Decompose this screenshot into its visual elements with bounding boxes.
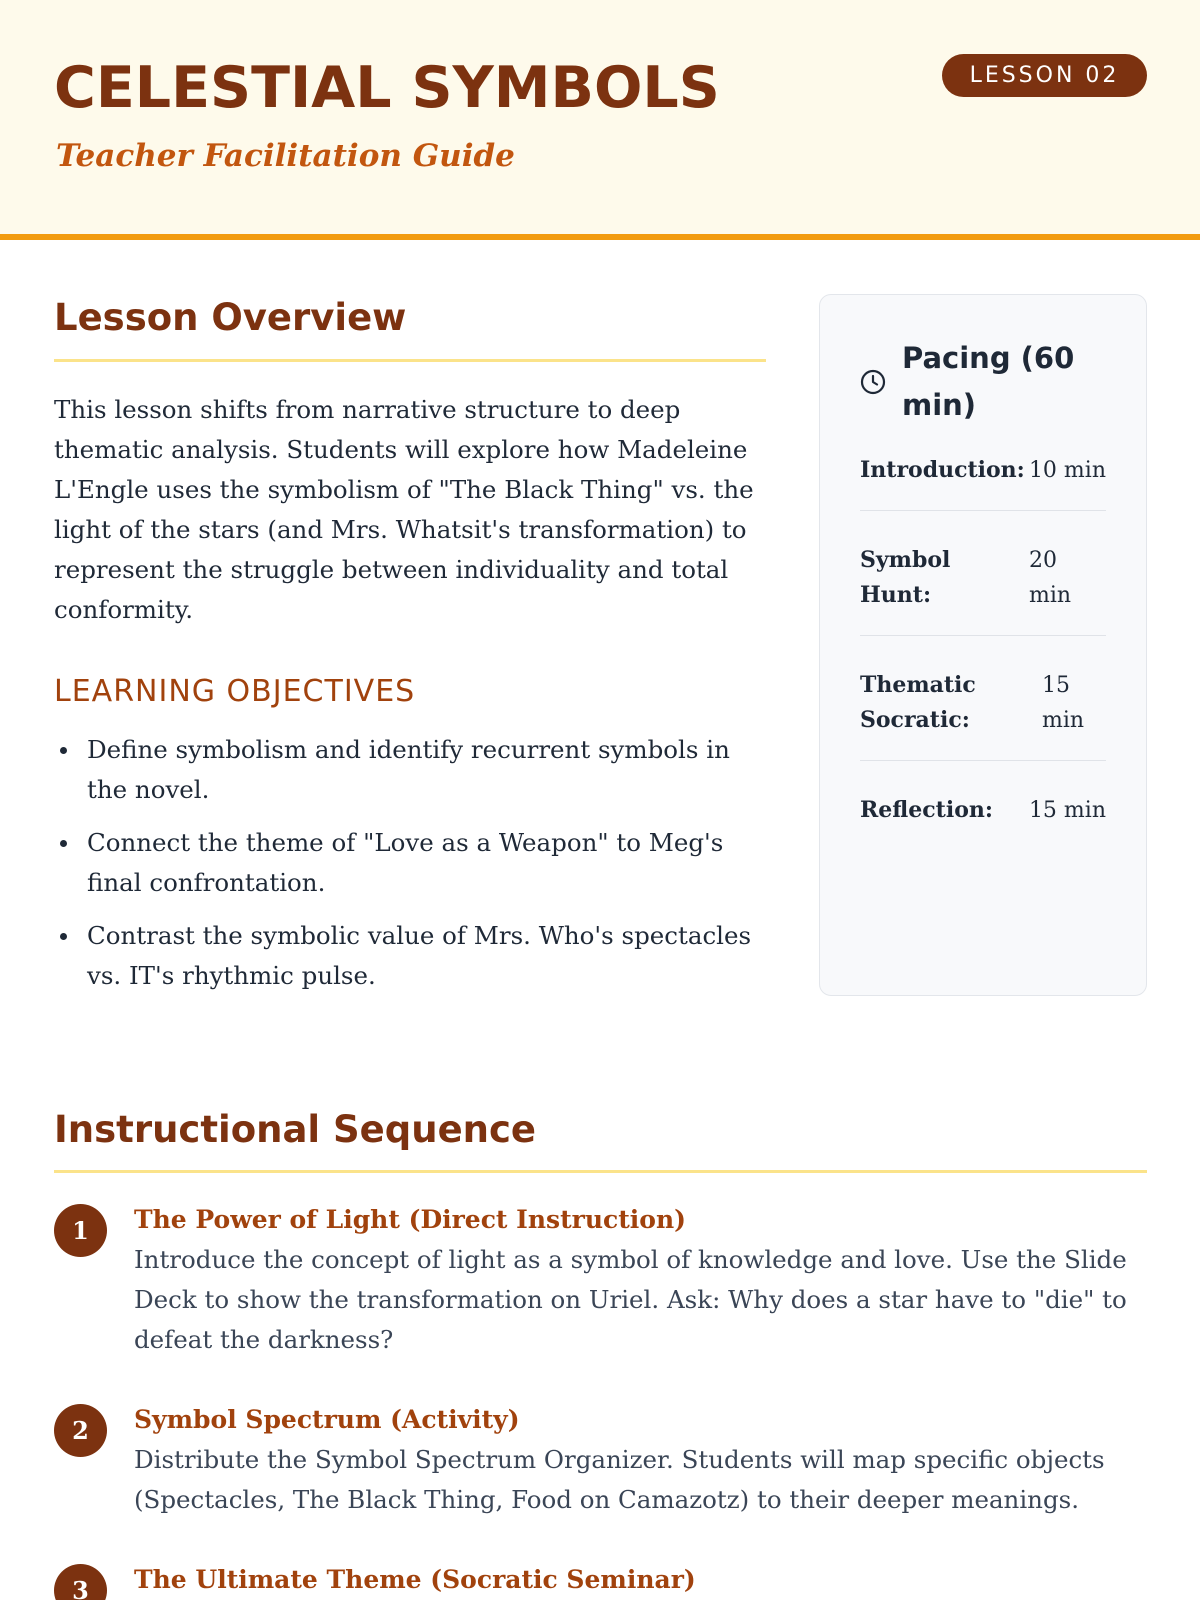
- pacing-value: 15 min: [1028, 798, 1106, 823]
- step-description: Distribute the Symbol Spectrum Organizer. Students will map specific objects (Spectacles, The Black Thing, Food on Camazotz) to their deeper meanings.: [134, 1445, 1105, 1514]
- pacing-title: Pacing (60 min): [902, 341, 1075, 422]
- overview-heading: Lesson Overview: [54, 296, 407, 339]
- sequence-list: [54, 1200, 1147, 1600]
- bullet-icon: [60, 747, 67, 754]
- pacing-row: [860, 443, 1106, 511]
- bullet-icon: [60, 840, 67, 847]
- pacing-rows: [860, 443, 1106, 872]
- objective-text: Define symbolism and identify recurrent symbols in the novel.: [87, 735, 730, 804]
- sequence-step: [54, 1560, 1147, 1600]
- pacing-label: Thematic Socratic:: [860, 672, 976, 733]
- pacing-row: [860, 533, 1106, 636]
- step-number: 2: [54, 1404, 107, 1457]
- pacing-row: [860, 658, 1106, 761]
- pacing-value: 15 min: [1042, 673, 1085, 733]
- pacing-label: Introduction:: [860, 457, 1025, 483]
- bullet-icon: [60, 933, 67, 940]
- step-title: Symbol Spectrum (Activity): [134, 1405, 520, 1434]
- objective-text: Connect the theme of "Love as a Weapon" to Meg's final confrontation.: [87, 828, 724, 897]
- page-header: [0, 0, 1200, 240]
- pacing-label: Reflection:: [860, 797, 993, 823]
- pacing-row: [860, 783, 1106, 850]
- objective-item: [54, 730, 772, 810]
- overview-paragraph: This lesson shifts from narrative structure to deep thematic analysis. Students will explore how Madeleine L'Engle uses the symbolism of "The Black Thing" vs. the light of the stars (and Mrs. Whatsit's transformation) to represent the struggle between individuality and total conformity.: [54, 395, 754, 624]
- sequence-heading: Instructional Sequence: [54, 1108, 537, 1151]
- sequence-rule: [54, 1170, 1147, 1173]
- sequence-step: [54, 1200, 1147, 1360]
- step-description: Introduce the concept of light as a symbol of knowledge and love. Use the Slide Deck to show the transformation on Uriel. Ask: Why does a star have to "die" to defeat the darkness?: [134, 1245, 1127, 1354]
- pacing-value: 10 min: [1028, 458, 1106, 483]
- pacing-card: [819, 294, 1147, 996]
- objective-item: [54, 916, 772, 996]
- lesson-badge: LESSON 02: [942, 54, 1147, 97]
- objectives-heading: LEARNING OBJECTIVES: [54, 674, 416, 709]
- step-number: 1: [54, 1204, 107, 1257]
- objective-text: Contrast the symbolic value of Mrs. Who's spectacles vs. IT's rhythmic pulse.: [87, 921, 752, 990]
- objective-item: [54, 823, 772, 903]
- document-title: CELESTIAL SYMBOLS: [54, 55, 720, 121]
- step-number: 3: [54, 1564, 107, 1600]
- clock-icon: [860, 369, 886, 395]
- step-title: The Power of Light (Direct Instruction): [134, 1205, 686, 1234]
- pacing-value: 20 min: [1028, 548, 1072, 608]
- step-title: The Ultimate Theme (Socratic Seminar): [134, 1565, 696, 1594]
- overview-rule: [54, 359, 766, 362]
- objectives-list: [54, 730, 772, 1009]
- sequence-step: [54, 1400, 1147, 1520]
- document-subtitle: Teacher Facilitation Guide: [56, 138, 515, 174]
- pacing-label: Symbol Hunt:: [860, 547, 951, 608]
